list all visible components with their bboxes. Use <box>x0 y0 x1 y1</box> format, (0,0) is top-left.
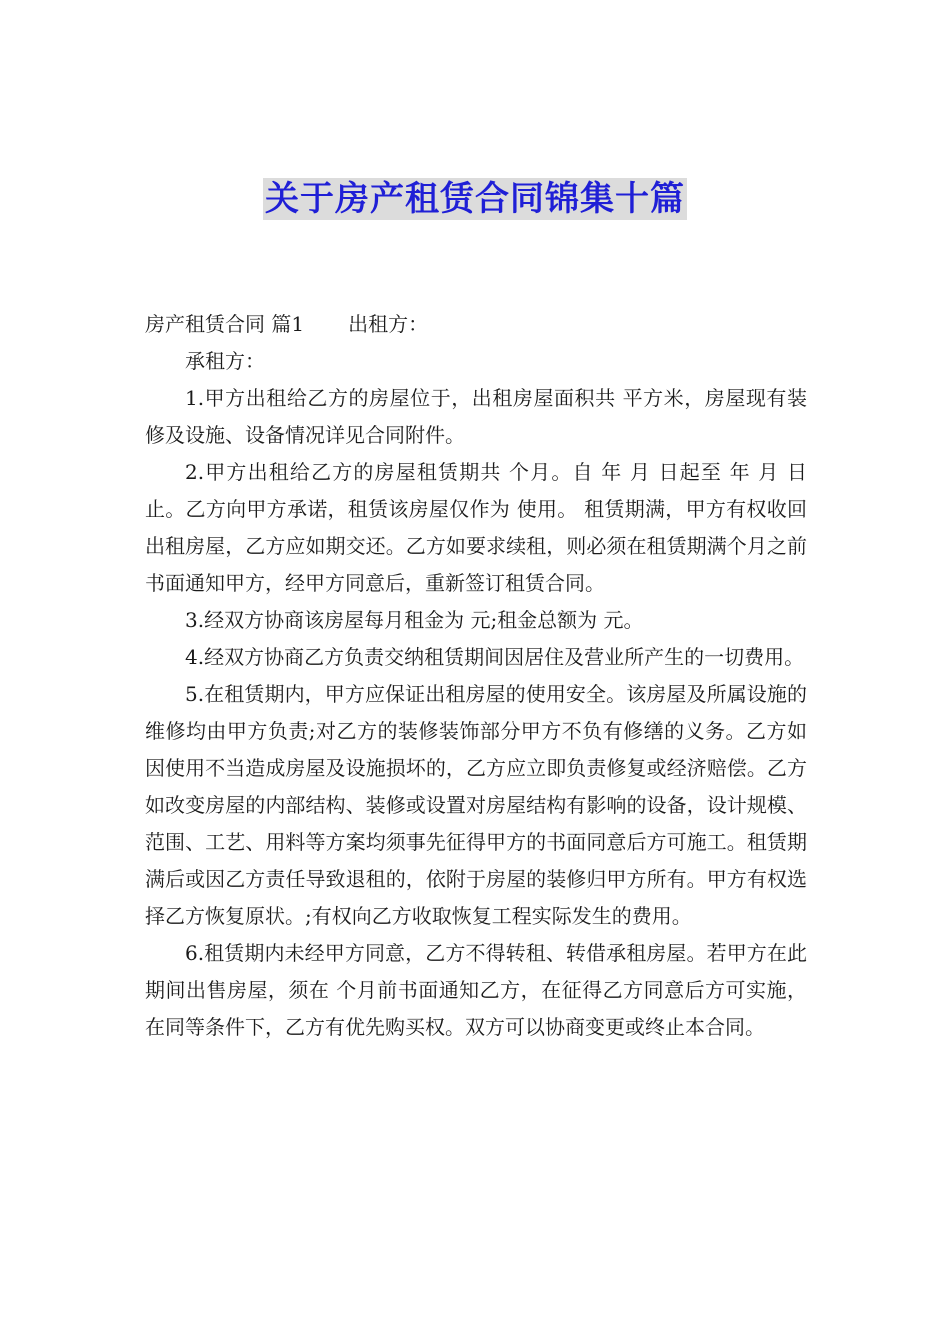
lessor-label: 出租方： <box>348 312 429 336</box>
lessee-line: 承租方： <box>185 349 265 373</box>
paragraph-5: 5.在租赁期内，甲方应保证出租房屋的使用安全。该房屋及所属设施的维修均由甲方负责;对乙方的装修装饰部分甲方不负有修缮的义务。乙方如因使用不当造成房屋及设施损坏的，乙方应立即负责修复或经济赔偿。乙方如改变房屋的内部结构、装修或设置对房屋结构有影响的设备，设计规模、范围、工艺、用料等方案均须事先征得甲方的书面同意后方可施工。租赁期满后或因乙方责任导致退租的，依附于房屋的装修归甲方所有。甲方有权选择乙方恢复原状。;有权向乙方收取恢复工程实际发生的费用。 <box>145 682 807 928</box>
paragraph-2: 2.甲方出租给乙方的房屋租赁期共 个月。自 年 月 日起至 年 月 日止。乙方向甲方承诺，租赁该房屋仅作为 使用。 租赁期满，甲方有权收回出租房屋，乙方应如期交还。乙方如要求续租，则必须在租赁期满个月之前书面通知甲方，经甲方同意后，重新签订租赁合同。 <box>145 460 807 595</box>
section-header-line <box>145 306 807 343</box>
title-wrapper <box>0 178 950 220</box>
document-body <box>145 306 807 1046</box>
section-label: 房产租赁合同 篇1 <box>145 312 305 336</box>
paragraph-1: 1.甲方出租给乙方的房屋位于，出租房屋面积共 平方米，房屋现有装修及设施、设备情况详见合同附件。 <box>145 386 807 447</box>
document-title: 关于房产租赁合同锦集十篇 <box>265 179 685 219</box>
paragraph-3: 3.经双方协商该房屋每月租金为 元;租金总额为 元。 <box>185 608 644 632</box>
paragraph-6: 6.租赁期内未经甲方同意，乙方不得转租、转借承租房屋。若甲方在此期间出售房屋，须在 个月前书面通知乙方，在征得乙方同意后方可实施，在同等条件下，乙方有优先购买权。双方可以协商变更或终止本合同。 <box>145 941 807 1039</box>
paragraph-4: 4.经双方协商乙方负责交纳租赁期间因居住及营业所产生的一切费用。 <box>185 645 805 669</box>
